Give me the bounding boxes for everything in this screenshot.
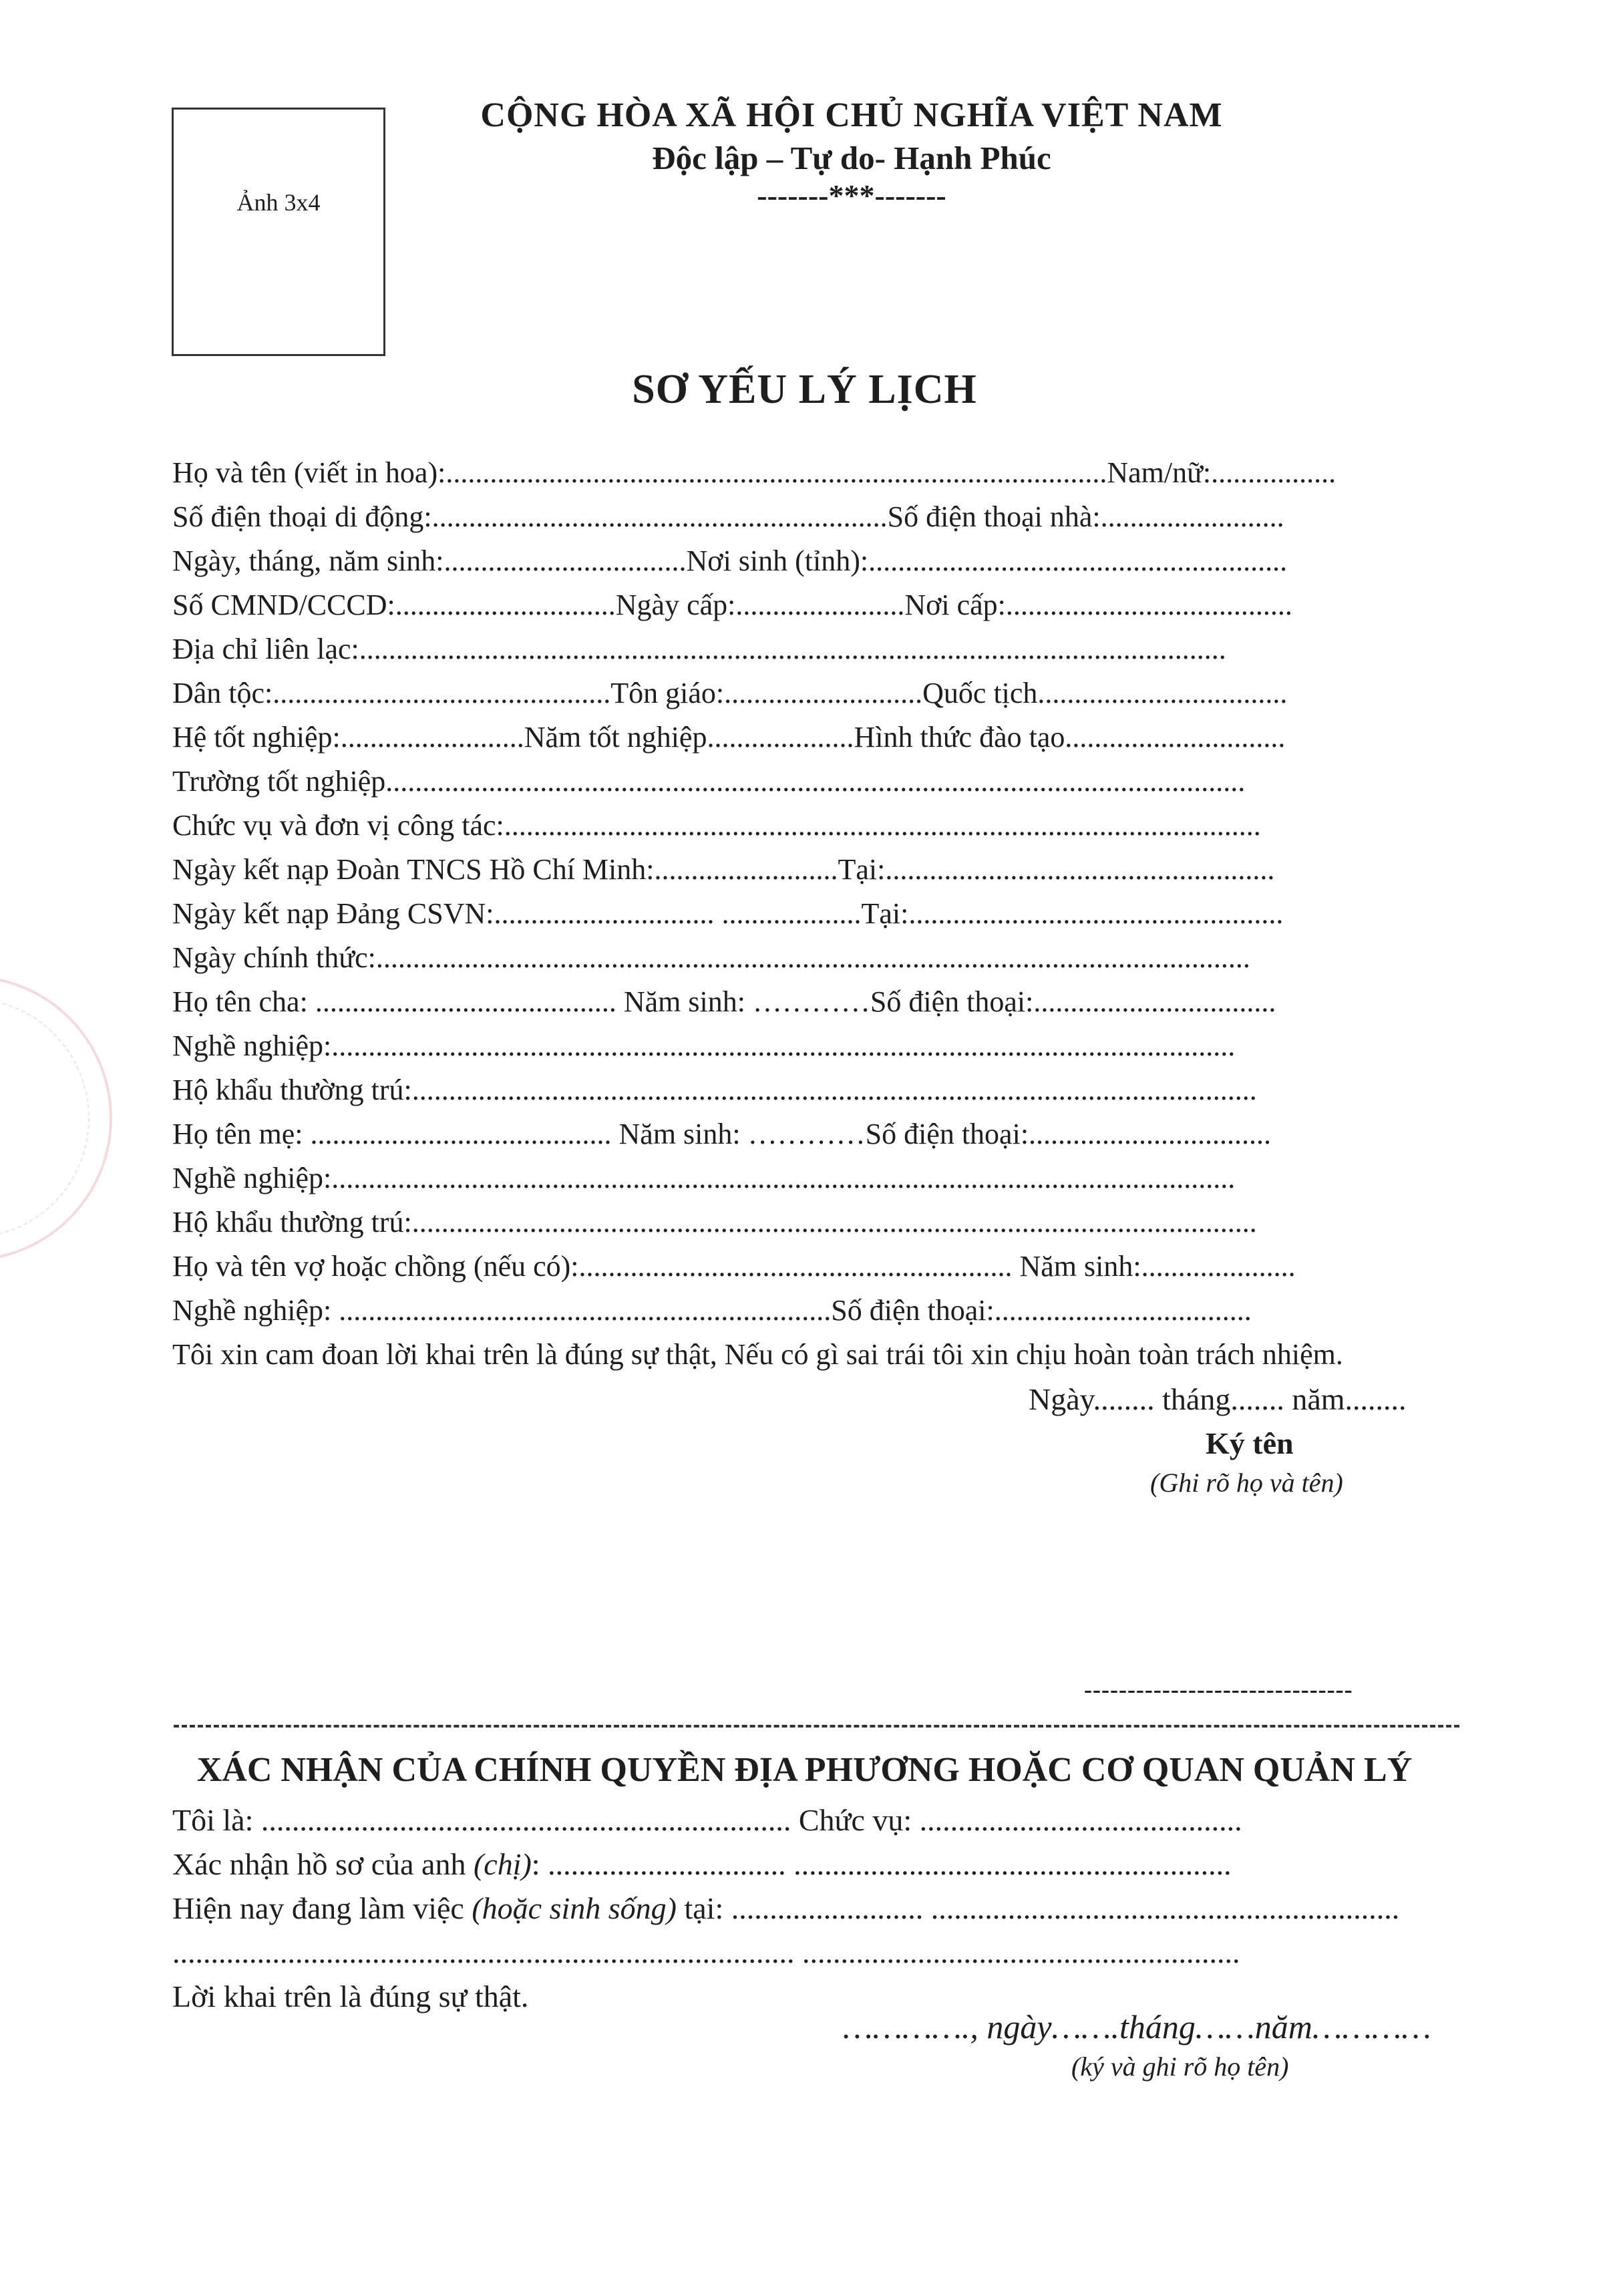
photo-placeholder-box bbox=[172, 108, 385, 356]
confirmation-fields bbox=[172, 1798, 1522, 2019]
confirm-workplace-label: Hiện nay đang làm việc bbox=[172, 1891, 472, 1925]
confirm-date-line[interactable]: …………., ngày…….tháng……năm………… bbox=[843, 2008, 1431, 2045]
signature-line[interactable]: ------------------------------- bbox=[1084, 1676, 1353, 1703]
nation-name: CỘNG HÒA XÃ HỘI CHỦ NGHĨA VIỆT NAM bbox=[480, 96, 1223, 134]
confirm-field-continuation[interactable]: ................................................................................. ......................................................... bbox=[172, 1935, 1240, 1969]
photo-label: Ảnh 3x4 bbox=[236, 189, 321, 216]
confirm-applicant-dots: : ............................... ......................................................... bbox=[531, 1847, 1232, 1881]
field-party-admission[interactable]: Ngày kết nạp Đảng CSVN:.............................. ...................Tại:................................................... bbox=[172, 897, 1284, 930]
confirmation-title: XÁC NHẬN CỦA CHÍNH QUYỀN ĐỊA PHƯƠNG HOẶC CƠ QUAN QUẢN LÝ bbox=[196, 1751, 1413, 1789]
confirm-workplace-dots: tại: ......................... ............................................................. bbox=[676, 1891, 1400, 1925]
faded-stamp bbox=[0, 975, 112, 1261]
field-position-unit[interactable]: Chức vụ và đơn vị công tác:....................................................................................................... bbox=[172, 809, 1261, 842]
field-spouse-name[interactable]: Họ và tên vợ hoặc chồng (nếu có):........................................................... Năm sinh:..................... bbox=[172, 1250, 1296, 1283]
header-ornament: -------***------- bbox=[757, 178, 946, 212]
signature-label: Ký tên bbox=[1206, 1426, 1294, 1460]
field-mobile-phone[interactable]: Số điện thoại di động:..............................................................Số điện thoại nhà:......................... bbox=[172, 500, 1284, 533]
field-official-date[interactable]: Ngày chính thức:....................................................................................................................... bbox=[172, 941, 1250, 974]
commitment-statement: Tôi xin cam đoan lời khai trên là đúng sự thật, Nếu có gì sai trái tôi xin chịu hoàn toàn trách nhiệm. bbox=[172, 1338, 1343, 1371]
field-ethnicity[interactable]: Dân tộc:..............................................Tôn giáo:...........................Quốc tịch.................................. bbox=[172, 677, 1288, 709]
signature-note: (Ghi rõ họ và tên) bbox=[1150, 1468, 1343, 1498]
section-divider bbox=[174, 1725, 1459, 1728]
document-title: SƠ YẾU LÝ LỊCH bbox=[632, 367, 977, 412]
national-motto: Độc lập – Tự do- Hạnh Phúc bbox=[652, 140, 1051, 176]
confirm-signature-note: (ký và ghi rõ họ tên) bbox=[1071, 2052, 1289, 2082]
field-full-name[interactable]: Họ và tên (viết in hoa):..........................................................................................Nam/nữ:................. bbox=[172, 456, 1336, 489]
field-id-card[interactable]: Số CMND/CCCD:..............................Ngày cấp:.......................Nơi cấp:....................................... bbox=[172, 589, 1292, 621]
field-youth-union[interactable]: Ngày kết nạp Đoàn TNCS Hồ Chí Minh:.........................Tại:..................................................... bbox=[172, 853, 1275, 886]
confirm-field-workplace[interactable] bbox=[172, 1887, 1522, 1931]
field-father-occupation[interactable]: Nghề nghiệp:........................................................................................................................... bbox=[172, 1029, 1236, 1062]
field-contact-address[interactable]: Địa chỉ liên lạc:...................................................................................................................... bbox=[172, 633, 1226, 665]
confirm-field-applicant[interactable] bbox=[172, 1842, 1522, 1887]
confirm-statement: Lời khai trên là đúng sự thật. bbox=[172, 1979, 529, 2013]
field-father-residence[interactable]: Hộ khẩu thường trú:................................................................................................................... bbox=[172, 1074, 1257, 1106]
field-education-level[interactable]: Hệ tốt nghiệp:.........................Năm tốt nghiệp....................Hình thức đào tạo.............................. bbox=[172, 721, 1286, 754]
field-mother-residence[interactable]: Hộ khẩu thường trú:................................................................................................................... bbox=[172, 1206, 1257, 1239]
personal-info-fields bbox=[172, 451, 1501, 1377]
confirm-applicant-label: Xác nhận hồ sơ của anh bbox=[172, 1847, 474, 1881]
confirm-applicant-label-italic: (chị) bbox=[473, 1847, 532, 1881]
signature-date-line[interactable]: Ngày........ tháng....... năm........ bbox=[1029, 1382, 1407, 1416]
national-header bbox=[401, 94, 1302, 212]
field-father-name[interactable]: Họ tên cha: ......................................... Năm sinh: …………Số điện thoại:................................. bbox=[172, 985, 1276, 1018]
field-mother-occupation[interactable]: Nghề nghiệp:........................................................................................................................... bbox=[172, 1162, 1236, 1194]
field-birth-date[interactable]: Ngày, tháng, năm sinh:.................................Nơi sinh (tỉnh):......................................................... bbox=[172, 544, 1288, 577]
field-spouse-occupation[interactable]: Nghề nghiệp: ...................................................................Số điện thoại:................................... bbox=[172, 1294, 1252, 1327]
field-graduated-school[interactable]: Trường tốt nghiệp..................................................................................................................... bbox=[172, 765, 1246, 798]
field-mother-name[interactable]: Họ tên mẹ: ......................................... Năm sinh: …………Số điện thoại:................................. bbox=[172, 1118, 1272, 1150]
confirm-field-name-position[interactable]: Tôi là: ..................................................................... Chức vụ: .......................................... bbox=[172, 1803, 1242, 1837]
confirm-workplace-label-italic: (hoặc sinh sống) bbox=[472, 1891, 677, 1925]
